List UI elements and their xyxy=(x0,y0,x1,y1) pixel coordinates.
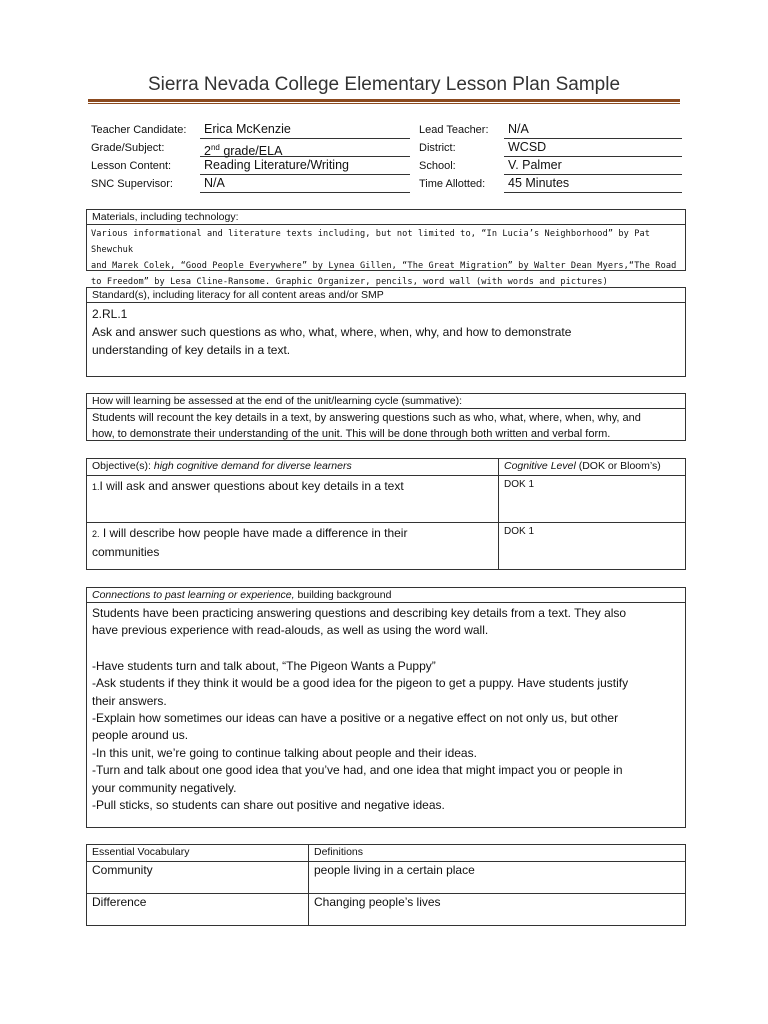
vocabulary-term: Difference xyxy=(87,894,309,926)
objectives-header-row xyxy=(87,459,686,476)
page-title: Sierra Nevada College Elementary Lesson Plan Sample xyxy=(147,74,621,95)
objective-level: DOK 1 xyxy=(499,476,686,523)
time-allotted-label: Time Allotted: xyxy=(419,178,486,190)
objective-text: 2. I will describe how people have made a difference in their communities xyxy=(87,523,499,570)
objective-row xyxy=(87,523,686,570)
vocabulary-row xyxy=(87,862,686,894)
grade-subject-value: 2nd grade/ELA xyxy=(200,139,410,157)
standards-text: 2.RL.1 Ask and answer such questions as who, what, where, when, why, and how to demonstrate understanding of key details in a text. xyxy=(87,303,685,361)
vocabulary-definition: Changing people’s lives xyxy=(309,894,686,926)
objectives-header: Objective(s): high cognitive demand for diverse learners xyxy=(87,459,499,476)
assessment-header: How will learning be assessed at the end of the unit/learning cycle (summative): xyxy=(87,394,685,409)
assessment-box xyxy=(86,393,686,441)
school-label: School: xyxy=(419,160,456,172)
grade-subject-label: Grade/Subject: xyxy=(91,142,165,154)
standards-box xyxy=(86,287,686,377)
vocabulary-table xyxy=(86,844,686,926)
district-label: District: xyxy=(419,142,456,154)
teacher-candidate-label: Teacher Candidate: xyxy=(91,124,187,136)
title-divider xyxy=(88,99,680,102)
title-divider-thin xyxy=(88,103,680,104)
materials-header: Materials, including technology: xyxy=(87,210,685,225)
objective-level: DOK 1 xyxy=(499,523,686,570)
snc-supervisor-label: SNC Supervisor: xyxy=(91,178,173,190)
objective-row xyxy=(87,476,686,523)
time-allotted-value: 45 Minutes xyxy=(504,175,682,193)
assessment-text: Students will recount the key details in a text, by answering questions such as who, what, where, when, why, and how, to demonstrate their understanding of the unit. This will be done through both written and verbal form. xyxy=(92,412,641,440)
vocabulary-definition: people living in a certain place xyxy=(309,862,686,894)
vocabulary-row xyxy=(87,894,686,926)
connections-text: Students have been practicing answering questions and describing key details from a text. They also have previous experience with read-alouds, as well as using the word wall. -Have students turn and talk about, “The Pigeon Wants a Puppy” -Ask students if they think it would be a good idea for the pigeon to get a puppy. Have students justify their answers. -Explain how sometimes our ideas can have a positive or a negative effect on not only us, but other people around us. -In this unit, we’re going to continue talking about people and their ideas. -Turn and talk about one good idea that you’ve had, and one idea that might impact you or people in your community negatively. -Pull sticks, so students can share out positive and negative ideas. xyxy=(92,606,629,813)
snc-supervisor-value: N/A xyxy=(200,175,410,193)
materials-box xyxy=(86,209,686,287)
cognitive-level-header: Cognitive Level (DOK or Bloom’s) xyxy=(499,459,686,476)
objective-text: 1.I will ask and answer questions about key details in a text xyxy=(87,476,499,523)
objectives-table xyxy=(86,458,686,570)
district-value: WCSD xyxy=(504,139,682,157)
vocabulary-term: Community xyxy=(87,862,309,894)
teacher-candidate-value: Erica McKenzie xyxy=(200,121,410,139)
materials-text: Various informational and literature texts including, but not limited to, “In Lucia’s Neighborhood” by Pat Shewchuk and Marek Colek, “Good People Everywhere” by Lynea Gillen, “The Great Migration” by Walter Dean Myers,“The Road to Freedom” by Lesa Cline-Ransome. Graphic Organizer, pencils, word wall (with words and pictures) xyxy=(91,229,677,287)
standards-header: Standard(s), including literacy for all content areas and/or SMP xyxy=(87,288,685,303)
definitions-col-header: Definitions xyxy=(309,845,686,862)
lead-teacher-label: Lead Teacher: xyxy=(419,124,489,136)
school-value: V. Palmer xyxy=(504,157,682,175)
connections-box xyxy=(86,587,686,828)
lead-teacher-value: N/A xyxy=(504,121,682,139)
vocabulary-col-header: Essential Vocabulary xyxy=(87,845,309,862)
vocabulary-header-row xyxy=(87,845,686,862)
connections-header: Connections to past learning or experience, building background xyxy=(87,588,685,603)
lesson-content-value: Reading Literature/Writing xyxy=(200,157,410,175)
lesson-content-label: Lesson Content: xyxy=(91,160,172,172)
standard-code: 2.RL.1 xyxy=(92,307,128,321)
